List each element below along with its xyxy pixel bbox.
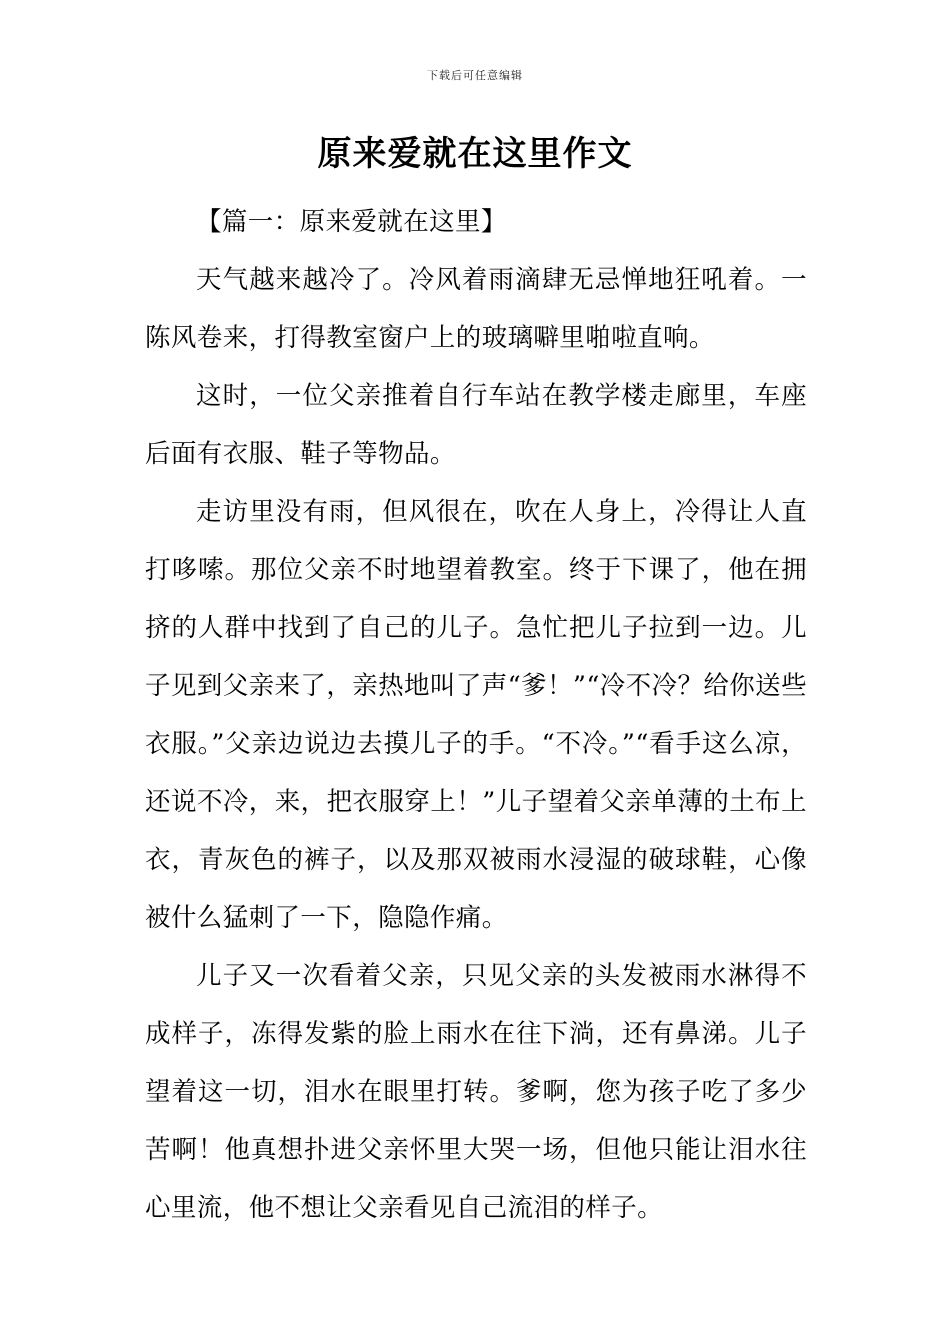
paragraph: 这时，一位父亲推着自行车站在教学楼走廊里，车座后面有衣服、鞋子等物品。 <box>145 381 807 469</box>
paragraph: 走访里没有雨，但风很在，吹在人身上，冷得让人直打哆嗦。那位父亲不时地望着教室。终于下课了，他在拥挤的人群中找到了自己的儿子。急忙把儿子拉到一边。儿子见到父亲来了，亲热地叫了声“爹！”“冷不冷？给你送些衣服。”父亲边说边去摸儿子的手。“不冷。”“看手这么凉，还说不冷，来，把衣服穿上！”儿子望着父亲单薄的土布上衣，青灰色的裤子，以及那双被雨水浸湿的破球鞋，心像被什么猛刺了一下，隐隐作痛。 <box>145 497 807 933</box>
paragraph: 天气越来越冷了。冷风着雨滴肆无忌惮地狂吼着。一陈风卷来，打得教室窗户上的玻璃噼里啪啦直响。 <box>145 265 807 353</box>
document-body <box>145 193 807 1237</box>
document-title: 原来爱就在这里作文 <box>317 134 633 174</box>
header-note: 下载后可任意编辑 <box>427 69 523 82</box>
paragraph: 儿子又一次看着父亲，只见父亲的头发被雨水淋得不成样子，冻得发紫的脸上雨水在往下淌，还有鼻涕。儿子望着这一切，泪水在眼里打转。爹啊，您为孩子吃了多少苦啊！他真想扑进父亲怀里大哭一场，但他只能让泪水往心里流，他不想让父亲看见自己流泪的样子。 <box>145 961 807 1223</box>
section-heading: 【篇一：原来爱就在这里】 <box>196 207 507 237</box>
